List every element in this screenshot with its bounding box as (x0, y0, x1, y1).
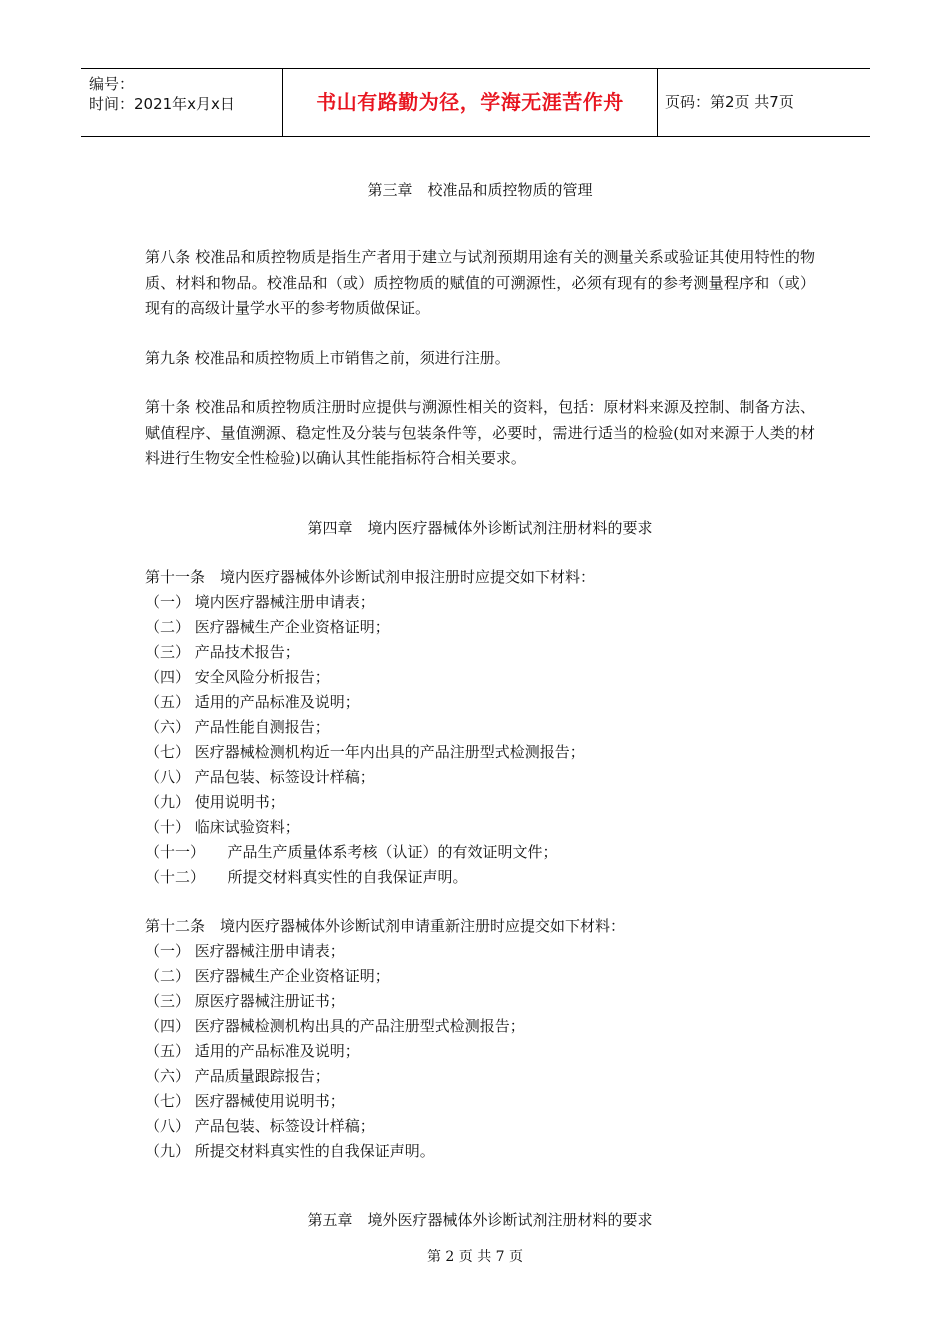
list-item: （九） 使用说明书； (145, 792, 285, 811)
list-item: （五） 适用的产品标准及说明； (145, 1041, 360, 1060)
list-item: （四） 医疗器械检测机构出具的产品注册型式检测报告； (145, 1016, 525, 1035)
list-item: （十二） 所提交材料真实性的自我保证声明。 (145, 867, 468, 886)
chapter-5-title: 第五章 境外医疗器械体外诊断试剂注册材料的要求 (307, 1210, 653, 1229)
list-item: （九） 所提交材料真实性的自我保证声明。 (145, 1141, 435, 1160)
list-item: （三） 产品技术报告； (145, 642, 300, 661)
document-body (145, 178, 815, 1233)
page-footer: 第 2 页 共 7 页 (426, 1249, 524, 1265)
header-motto: 书山有路勤为径，学海无涯苦作舟 (283, 69, 658, 136)
article-12-list (145, 939, 815, 1164)
list-item: （八） 产品包装、标签设计样稿； (145, 767, 375, 786)
article-8: 第八条 校准品和质控物质是指生产者用于建立与试剂预期用途有关的测量关系或验证其使用特性的物质、材料和物品。校准品和（或）质控物质的赋值的可溯源性，必须有现有的参考测量程序和（或）现有的高级计量学水平的参考物质做保证。 (145, 248, 815, 317)
page-header (81, 68, 870, 137)
chapter-3-title: 第三章 校准品和质控物质的管理 (367, 181, 593, 199)
list-item: （五） 适用的产品标准及说明； (145, 692, 360, 711)
header-meta-cell (81, 69, 283, 136)
list-item: （七） 医疗器械检测机构近一年内出具的产品注册型式检测报告； (145, 742, 585, 761)
list-item: （二） 医疗器械生产企业资格证明； (145, 617, 390, 636)
article-9: 第九条 校准品和质控物质上市销售之前，须进行注册。 (145, 348, 510, 367)
list-item: （六） 产品性能自测报告； (145, 717, 330, 736)
article-11-list (145, 590, 815, 890)
article-10: 第十条 校准品和质控物质注册时应提供与溯源性相关的资料，包括：原材料来源及控制、制备方法、赋值程序、量值溯源、稳定性及分装与包装条件等，必要时，需进行适当的检验(如对来源于人类的材料进行生物安全性检验)以确认其性能指标符合相关要求。 (145, 398, 815, 467)
article-12-intro: 第十二条 境内医疗器械体外诊断试剂申请重新注册时应提交如下材料： (145, 916, 626, 935)
list-item: （十一） 产品生产质量体系考核（认证）的有效证明文件； (145, 842, 558, 861)
number-label: 编号： (89, 75, 135, 93)
list-item: （三） 原医疗器械注册证书； (145, 991, 345, 1010)
header-page-info: 页码：第2页 共7页 (665, 93, 794, 111)
time-label: 时间：2021年x月x日 (89, 95, 235, 113)
list-item: （八） 产品包装、标签设计样稿； (145, 1116, 375, 1135)
list-item: （七） 医疗器械使用说明书； (145, 1091, 345, 1110)
article-11-intro: 第十一条 境内医疗器械体外诊断试剂申报注册时应提交如下材料： (145, 567, 596, 586)
chapter-4-title: 第四章 境内医疗器械体外诊断试剂注册材料的要求 (307, 518, 653, 537)
list-item: （六） 产品质量跟踪报告； (145, 1066, 330, 1085)
list-item: （一） 境内医疗器械注册申请表； (145, 592, 375, 611)
list-item: （二） 医疗器械生产企业资格证明； (145, 966, 390, 985)
list-item: （四） 安全风险分析报告； (145, 667, 330, 686)
list-item: （一） 医疗器械注册申请表； (145, 941, 345, 960)
list-item: （十） 临床试验资料； (145, 817, 300, 836)
